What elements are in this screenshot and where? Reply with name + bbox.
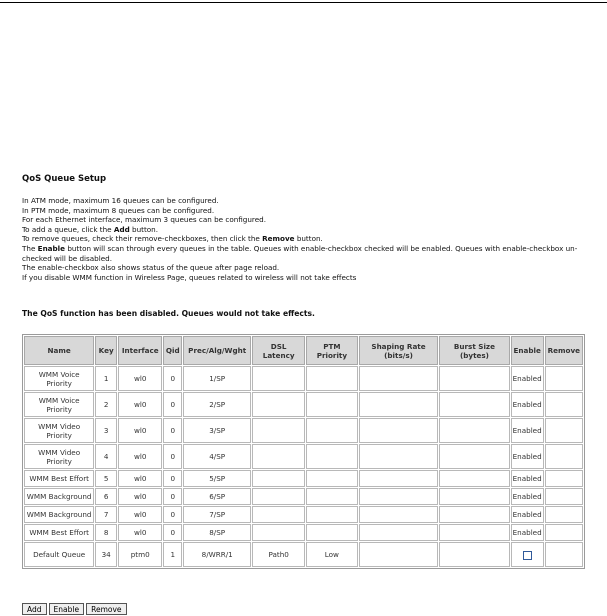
cell-burst: [439, 470, 509, 487]
cell-burst: [439, 366, 509, 391]
column-header-enable: Enable: [511, 336, 544, 365]
cell-ptm: [306, 418, 358, 443]
top-rule: [0, 2, 607, 3]
column-header-ptm-priority: PTM Priority: [306, 336, 358, 365]
cell-ptm: Low: [306, 542, 358, 567]
cell-burst: [439, 444, 509, 469]
cell-ptm: [306, 444, 358, 469]
cell-name: WMM Video Priority: [24, 444, 94, 469]
description: [22, 196, 587, 282]
column-header-name: Name: [24, 336, 94, 365]
cell-interface: wl0: [118, 470, 162, 487]
cell-name: WMM Background: [24, 506, 94, 523]
page-title: QoS Queue Setup: [22, 174, 107, 184]
cell-key: 5: [95, 470, 117, 487]
column-header-prec-alg-wght: Prec/Alg/Wght: [183, 336, 251, 365]
cell-remove: [545, 488, 583, 505]
cell-shaping: [359, 542, 439, 567]
cell-latency: [252, 470, 305, 487]
cell-latency: [252, 488, 305, 505]
table-row: [24, 444, 583, 469]
column-header-remove: Remove: [545, 336, 583, 365]
cell-prec: 4/SP: [183, 444, 251, 469]
cell-interface: wl0: [118, 418, 162, 443]
cell-ptm: [306, 366, 358, 391]
cell-interface: wl0: [118, 444, 162, 469]
cell-qid: 0: [163, 366, 182, 391]
cell-shaping: [359, 470, 439, 487]
cell-key: 6: [95, 488, 117, 505]
cell-burst: [439, 392, 509, 417]
description-line: If you disable WMM function in Wireless Page, queues related to wireless will not take effects: [22, 272, 357, 282]
cell-remove: [545, 542, 583, 567]
cell-enable: Enabled: [511, 488, 544, 505]
table-header-row: [24, 336, 583, 365]
qos-queue-table: [22, 334, 585, 569]
cell-shaping: [359, 444, 439, 469]
cell-latency: [252, 366, 305, 391]
cell-remove: [545, 418, 583, 443]
cell-latency: [252, 506, 305, 523]
cell-shaping: [359, 366, 439, 391]
cell-key: 1: [95, 366, 117, 391]
cell-interface: wl0: [118, 488, 162, 505]
add-button[interactable]: Add: [22, 603, 47, 615]
cell-ptm: [306, 470, 358, 487]
cell-ptm: [306, 506, 358, 523]
cell-name: WMM Background: [24, 488, 94, 505]
cell-enable: Enabled: [511, 392, 544, 417]
cell-name: WMM Voice Priority: [24, 366, 94, 391]
cell-prec: 1/SP: [183, 366, 251, 391]
cell-interface: wl0: [118, 524, 162, 541]
column-header-dsl-latency: DSL Latency: [252, 336, 305, 365]
cell-key: 2: [95, 392, 117, 417]
cell-enable: Enabled: [511, 506, 544, 523]
description-line: In PTM mode, maximum 8 queues can be configured.: [22, 205, 215, 215]
cell-key: 3: [95, 418, 117, 443]
cell-burst: [439, 524, 509, 541]
cell-shaping: [359, 392, 439, 417]
column-header-key: Key: [95, 336, 117, 365]
cell-qid: 0: [163, 392, 182, 417]
cell-name: WMM Best Effort: [24, 524, 94, 541]
cell-enable: [511, 542, 544, 567]
cell-prec: 6/SP: [183, 488, 251, 505]
column-header-interface: Interface: [118, 336, 162, 365]
cell-latency: [252, 524, 305, 541]
cell-remove: [545, 470, 583, 487]
cell-enable: Enabled: [511, 444, 544, 469]
cell-shaping: [359, 524, 439, 541]
cell-shaping: [359, 506, 439, 523]
qos-queue-setup-section: [22, 174, 587, 569]
cell-key: 7: [95, 506, 117, 523]
cell-latency: [252, 418, 305, 443]
cell-key: 4: [95, 444, 117, 469]
description-line: The Enable button will scan through every queues in the table. Queues with enable-checkbox checked will be enabled. Queues with enable-checkbox un-checked will be disabled.: [22, 243, 578, 263]
cell-latency: [252, 392, 305, 417]
action-buttons: [22, 597, 129, 616]
cell-interface: wl0: [118, 366, 162, 391]
cell-ptm: [306, 392, 358, 417]
cell-interface: ptm0: [118, 542, 162, 567]
description-line: In ATM mode, maximum 16 queues can be configured.: [22, 196, 219, 205]
description-line: For each Ethernet interface, maximum 3 queues can be configured.: [22, 215, 266, 225]
cell-qid: 0: [163, 524, 182, 541]
cell-qid: 0: [163, 488, 182, 505]
table-row: [24, 506, 583, 523]
cell-name: Default Queue: [24, 542, 94, 567]
description-line: To add a queue, click the Add button.: [22, 224, 159, 234]
cell-remove: [545, 392, 583, 417]
cell-name: WMM Best Effort: [24, 470, 94, 487]
cell-name: WMM Voice Priority: [24, 392, 94, 417]
table-row: [24, 488, 583, 505]
column-header-burst-size: Burst Size (bytes): [439, 336, 509, 365]
cell-remove: [545, 506, 583, 523]
table-row: [24, 392, 583, 417]
cell-enable: Enabled: [511, 418, 544, 443]
cell-burst: [439, 506, 509, 523]
table-row: [24, 366, 583, 391]
cell-burst: [439, 418, 509, 443]
table-row: [24, 470, 583, 487]
cell-burst: [439, 488, 509, 505]
cell-enable: Enabled: [511, 470, 544, 487]
table-row: [24, 418, 583, 443]
cell-qid: 0: [163, 444, 182, 469]
cell-qid: 0: [163, 418, 182, 443]
cell-latency: Path0: [252, 542, 305, 567]
cell-interface: wl0: [118, 392, 162, 417]
cell-prec: 8/SP: [183, 524, 251, 541]
cell-remove: [545, 444, 583, 469]
cell-prec: 3/SP: [183, 418, 251, 443]
cell-qid: 1: [163, 542, 182, 567]
cell-burst: [439, 542, 509, 567]
table-row: [24, 524, 583, 541]
cell-qid: 0: [163, 470, 182, 487]
enable-checkbox[interactable]: [523, 551, 532, 560]
cell-prec: 2/SP: [183, 392, 251, 417]
table-row: [24, 542, 583, 567]
column-header-shaping-rate: Shaping Rate (bits/s): [359, 336, 439, 365]
qos-disabled-warning: The QoS function has been disabled. Queues would not take effects.: [22, 309, 315, 319]
cell-shaping: [359, 488, 439, 505]
cell-remove: [545, 524, 583, 541]
cell-qid: 0: [163, 506, 182, 523]
cell-ptm: [306, 488, 358, 505]
cell-interface: wl0: [118, 506, 162, 523]
cell-name: WMM Video Priority: [24, 418, 94, 443]
remove-button[interactable]: Remove: [86, 603, 126, 615]
cell-key: 34: [95, 542, 117, 567]
enable-button[interactable]: Enable: [49, 603, 85, 615]
cell-enable: Enabled: [511, 366, 544, 391]
cell-ptm: [306, 524, 358, 541]
cell-latency: [252, 444, 305, 469]
column-header-qid: Qid: [163, 336, 182, 365]
cell-key: 8: [95, 524, 117, 541]
description-line: To remove queues, check their remove-checkboxes, then click the Remove button.: [22, 234, 323, 244]
cell-prec: 7/SP: [183, 506, 251, 523]
cell-prec: 5/SP: [183, 470, 251, 487]
cell-shaping: [359, 418, 439, 443]
description-line: The enable-checkbox also shows status of the queue after page reload.: [22, 263, 280, 273]
cell-prec: 8/WRR/1: [183, 542, 251, 567]
cell-remove: [545, 366, 583, 391]
cell-enable: Enabled: [511, 524, 544, 541]
